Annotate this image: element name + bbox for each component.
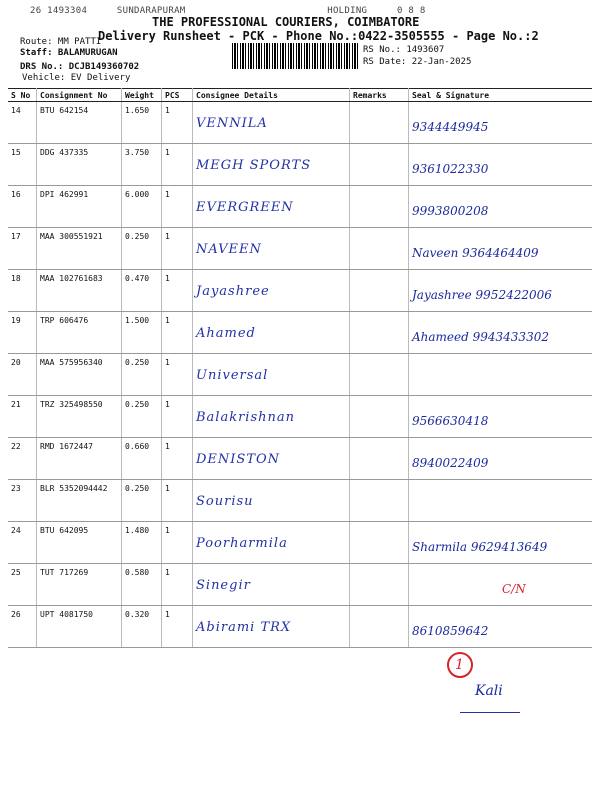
row-consignee	[193, 522, 350, 564]
row-signature	[409, 480, 593, 522]
signature-handwriting: 9566630418	[412, 414, 489, 428]
row-remarks	[350, 396, 409, 438]
row-pcs: 1	[162, 270, 193, 312]
count-circle: 1	[447, 652, 473, 678]
col-consignee: Consignee Details	[193, 89, 350, 102]
row-signature	[409, 102, 593, 144]
row-weight: 0.320	[122, 606, 162, 648]
row-consignment-no: BTU 642095	[37, 522, 122, 564]
runsheet-subtitle: Delivery Runsheet - PCK - Phone No.:0422-3505555 - Page No.:2	[98, 29, 539, 43]
signature-handwriting: Jayashree 9952422006	[412, 288, 552, 302]
consignee-handwriting: MEGH SPORTS	[196, 158, 312, 173]
row-signature	[409, 312, 593, 354]
row-signature	[409, 354, 593, 396]
row-weight: 0.660	[122, 438, 162, 480]
row-remarks	[350, 144, 409, 186]
signature-handwriting: 8940022409	[412, 456, 489, 470]
consignee-handwriting: VENNILA	[196, 116, 268, 131]
row-pcs: 1	[162, 102, 193, 144]
row-sno: 17	[8, 228, 37, 270]
row-consignment-no: TRP 606476	[37, 312, 122, 354]
row-consignee	[193, 102, 350, 144]
consignee-handwriting: NAVEEN	[196, 242, 262, 257]
row-consignee	[193, 228, 350, 270]
row-remarks	[350, 522, 409, 564]
table-row	[8, 564, 592, 606]
row-sno: 24	[8, 522, 37, 564]
row-pcs: 1	[162, 186, 193, 228]
consignee-handwriting: EVERGREEN	[196, 200, 294, 215]
row-pcs: 1	[162, 144, 193, 186]
row-remarks	[350, 480, 409, 522]
row-weight: 3.750	[122, 144, 162, 186]
signature-handwriting: Ahameed 9943433302	[412, 330, 549, 344]
reference-code: 26 1493304	[30, 6, 88, 16]
row-weight: 0.250	[122, 480, 162, 522]
consignee-handwriting: Universal	[196, 368, 269, 383]
row-remarks	[350, 270, 409, 312]
row-signature	[409, 144, 593, 186]
row-signature	[409, 522, 593, 564]
document-title: THE PROFESSIONAL COURIERS, COIMBATORE	[152, 15, 420, 29]
table-row	[8, 396, 592, 438]
row-signature	[409, 186, 593, 228]
row-pcs: 1	[162, 606, 193, 648]
row-weight: 0.250	[122, 396, 162, 438]
row-consignee	[193, 606, 350, 648]
row-sno: 21	[8, 396, 37, 438]
table-row	[8, 522, 592, 564]
signature-handwriting: Naveen 9364464409	[412, 246, 539, 260]
row-consignment-no: DDG 437335	[37, 144, 122, 186]
runsheet-table	[8, 88, 592, 648]
table-row	[8, 354, 592, 396]
table-row	[8, 312, 592, 354]
signature-handwriting: Sharmila 9629413649	[412, 540, 548, 554]
row-consignee	[193, 270, 350, 312]
signature-underline	[460, 712, 520, 713]
signature-handwriting: 8610859642	[412, 624, 489, 638]
col-sno: S No	[8, 89, 37, 102]
row-consignment-no: MAA 102761683	[37, 270, 122, 312]
row-pcs: 1	[162, 312, 193, 354]
row-consignee	[193, 144, 350, 186]
col-remarks: Remarks	[350, 89, 409, 102]
row-sno: 19	[8, 312, 37, 354]
table-row	[8, 228, 592, 270]
table-row	[8, 438, 592, 480]
rs-date: RS Date: 22-Jan-2025	[363, 57, 472, 67]
row-pcs: 1	[162, 522, 193, 564]
row-pcs: 1	[162, 396, 193, 438]
col-weight: Weight	[122, 89, 162, 102]
row-consignee	[193, 396, 350, 438]
row-consignee	[193, 186, 350, 228]
drs-number: DRS No.: DCJB149360702	[20, 62, 140, 72]
row-remarks	[350, 312, 409, 354]
row-consignment-no: RMD 1672447	[37, 438, 122, 480]
row-consignment-no: DPI 462991	[37, 186, 122, 228]
row-sno: 26	[8, 606, 37, 648]
row-weight: 6.000	[122, 186, 162, 228]
row-remarks	[350, 438, 409, 480]
row-weight: 1.650	[122, 102, 162, 144]
row-signature	[409, 606, 593, 648]
row-sno: 22	[8, 438, 37, 480]
row-consignee	[193, 480, 350, 522]
row-sno: 15	[8, 144, 37, 186]
row-weight: 1.500	[122, 312, 162, 354]
row-weight: 0.250	[122, 354, 162, 396]
row-pcs: 1	[162, 438, 193, 480]
row-weight: 0.250	[122, 228, 162, 270]
row-pcs: 1	[162, 480, 193, 522]
row-signature	[409, 438, 593, 480]
row-remarks	[350, 102, 409, 144]
row-signature	[409, 228, 593, 270]
row-consignment-no: TUT 717269	[37, 564, 122, 606]
row-signature	[409, 396, 593, 438]
branch-name: SUNDARAPURAM	[116, 6, 186, 16]
table-row	[8, 606, 592, 648]
row-remarks	[350, 606, 409, 648]
col-consignment: Consignment No	[37, 89, 122, 102]
staff-text: Staff: BALAMURUGAN	[20, 48, 118, 58]
row-consignee	[193, 312, 350, 354]
table-row	[8, 102, 592, 144]
row-consignee	[193, 354, 350, 396]
row-sno: 16	[8, 186, 37, 228]
reference-marks: 0 8 8	[397, 6, 426, 16]
holding-label: HOLDING	[327, 6, 368, 16]
table-header-row	[8, 89, 592, 102]
initials-signature: Kali	[475, 683, 503, 699]
row-signature	[409, 564, 593, 606]
consignee-handwriting: DENISTON	[196, 452, 281, 467]
row-weight: 1.480	[122, 522, 162, 564]
vehicle-text: Vehicle: EV Delivery	[22, 73, 131, 83]
row-remarks	[350, 186, 409, 228]
row-consignment-no: BTU 642154	[37, 102, 122, 144]
row-consignee	[193, 564, 350, 606]
row-weight: 0.470	[122, 270, 162, 312]
table-row	[8, 270, 592, 312]
row-remarks	[350, 354, 409, 396]
signature-handwriting: 9993800208	[412, 204, 489, 218]
row-weight: 0.580	[122, 564, 162, 606]
row-pcs: 1	[162, 354, 193, 396]
consignee-handwriting: Sourisu	[196, 494, 254, 509]
row-remarks	[350, 228, 409, 270]
row-consignment-no: UPT 4081750	[37, 606, 122, 648]
signature-handwriting: C/N	[502, 582, 526, 596]
consignee-handwriting: Poorharmila	[196, 536, 288, 551]
row-sno: 25	[8, 564, 37, 606]
row-sno: 23	[8, 480, 37, 522]
row-consignment-no: TRZ 325498550	[37, 396, 122, 438]
table-row	[8, 480, 592, 522]
row-consignment-no: MAA 300551921	[37, 228, 122, 270]
rs-number: RS No.: 1493607	[363, 45, 445, 55]
col-seal: Seal & Signature	[409, 89, 593, 102]
row-remarks	[350, 564, 409, 606]
row-sno: 20	[8, 354, 37, 396]
table-row	[8, 144, 592, 186]
signature-handwriting: 9344449945	[412, 120, 489, 134]
col-pcs: PCS	[162, 89, 193, 102]
row-sno: 14	[8, 102, 37, 144]
barcode-image	[232, 43, 360, 69]
row-consignment-no: BLR 5352094442	[37, 480, 122, 522]
consignee-handwriting: Abirami TRX	[196, 620, 292, 635]
row-sno: 18	[8, 270, 37, 312]
row-consignment-no: MAA 575956340	[37, 354, 122, 396]
signature-handwriting: 9361022330	[412, 162, 489, 176]
consignee-handwriting: Balakrishnan	[196, 410, 296, 425]
consignee-handwriting: Sinegir	[196, 578, 251, 593]
row-pcs: 1	[162, 228, 193, 270]
route-text: Route: MM PATTI	[20, 37, 102, 47]
row-consignee	[193, 438, 350, 480]
table-row	[8, 186, 592, 228]
row-signature	[409, 270, 593, 312]
consignee-handwriting: Jayashree	[196, 284, 270, 299]
row-pcs: 1	[162, 564, 193, 606]
consignee-handwriting: Ahamed	[196, 326, 256, 341]
